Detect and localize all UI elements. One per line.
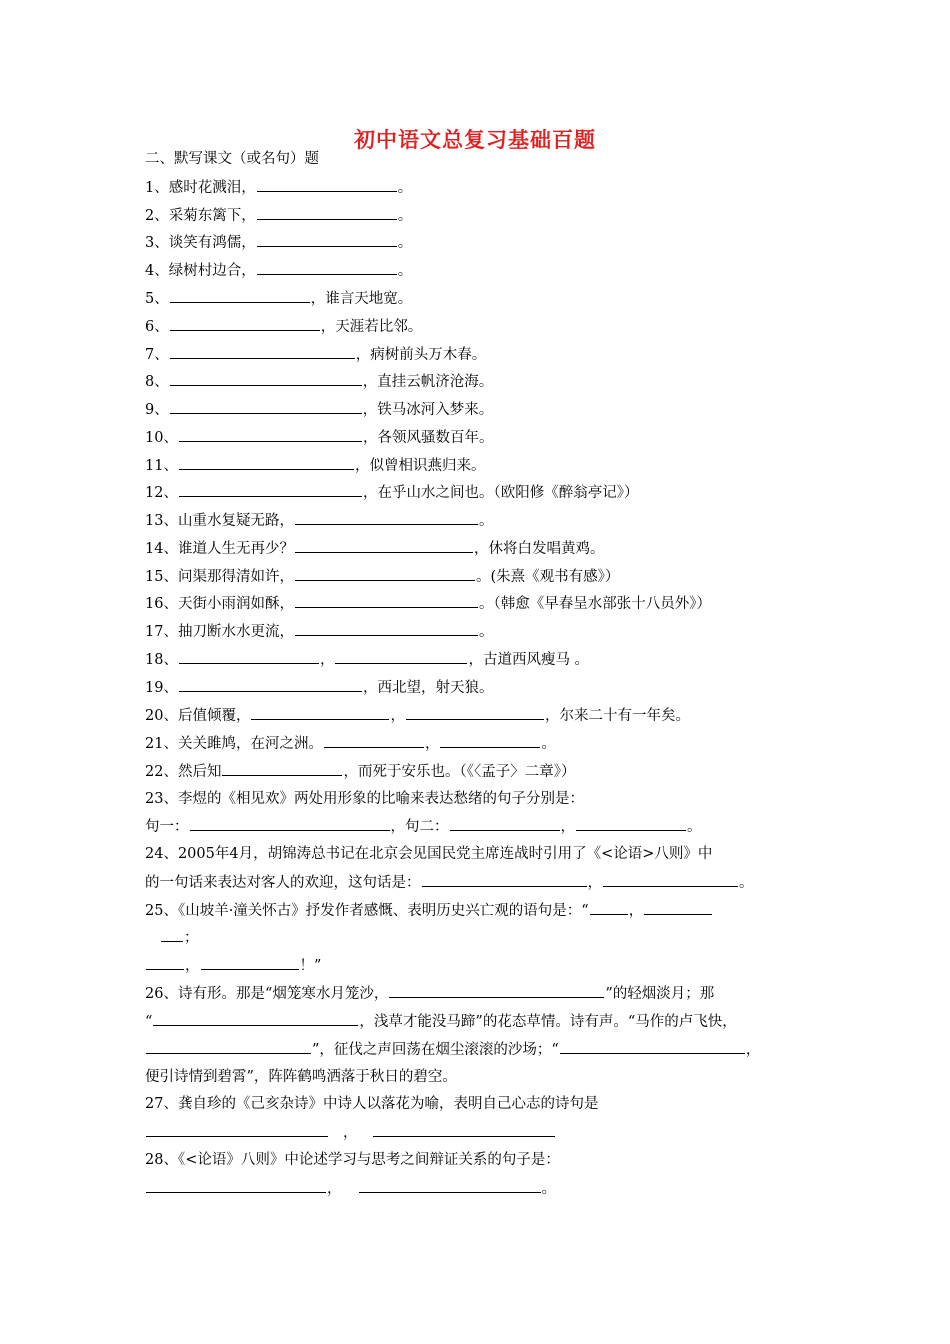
question-28: 28、《<论语》八则》中论述学习与思考之间辩证关系的句子是： xyxy=(145,1152,560,1168)
question-19: 19、 ，西北望，射天狼。 xyxy=(145,677,493,698)
answer-blank[interactable] xyxy=(179,427,362,442)
answer-blank[interactable] xyxy=(324,733,424,748)
answer-blank[interactable] xyxy=(153,1011,358,1026)
question-6: 6、 ，天涯若比邻。 xyxy=(145,316,422,337)
answer-blank[interactable] xyxy=(295,566,475,581)
answer-blank[interactable] xyxy=(406,705,544,720)
question-26: 26、诗有形。那是“烟笼寒水月笼沙， ”的轻烟淡月；那 xyxy=(145,983,714,1004)
question-4: 4、绿树村边合， 。 xyxy=(145,260,412,281)
question-10: 10、 ，各领风骚数百年。 xyxy=(145,427,493,448)
question-26-line4: 便引诗情到碧霄”，阵阵鹤鸣洒落于秋日的碧空。 xyxy=(145,1069,457,1085)
answer-blank[interactable] xyxy=(560,1039,745,1054)
answer-blank[interactable] xyxy=(179,649,319,664)
question-18: 18、 ， ，古道西风瘦马 。 xyxy=(145,649,589,670)
question-15: 15、问渠那得清如许， 。(朱熹《观书有感》） xyxy=(145,566,619,587)
answer-blank[interactable] xyxy=(170,316,320,331)
question-24-answer: 的一句话来表达对客人的欢迎，这句话是： ， 。 xyxy=(145,872,754,893)
question-25-end: ， ！” xyxy=(145,955,321,976)
section-heading: 二、默写课文（或名句）题 xyxy=(145,151,319,167)
question-3: 3、谈笑有鸿儒， 。 xyxy=(145,232,412,253)
question-14: 14、谁道人生无再少？ ，休将白发唱黄鸡。 xyxy=(145,538,604,559)
question-16: 16、天街小雨润如酥， 。（韩愈《早春呈水部张十八员外》） xyxy=(145,593,711,614)
answer-blank[interactable] xyxy=(146,1178,326,1193)
question-11: 11、 ，似曾相识燕归来。 xyxy=(145,455,485,476)
question-26-line3: ”，征伐之声回荡在烟尘滚滚的沙场；“ ， xyxy=(145,1039,760,1060)
question-23: 23、李煜的《相见欢》两处用形象的比喻来表达愁绪的句子分别是： xyxy=(145,791,584,807)
question-27-answer: ， xyxy=(145,1122,556,1143)
answer-blank[interactable] xyxy=(257,260,397,275)
question-8: 8、 ，直挂云帆济沧海。 xyxy=(145,371,493,392)
answer-blank[interactable] xyxy=(146,1122,328,1137)
answer-blank[interactable] xyxy=(295,538,473,553)
question-22: 22、然后知 ，而死于安乐也。（《〈孟子〉二章》） xyxy=(145,761,575,782)
question-20: 20、后值倾覆， ， ，尔来二十有一年矣。 xyxy=(145,705,690,726)
answer-blank[interactable] xyxy=(146,1039,311,1054)
answer-blank[interactable] xyxy=(603,872,738,887)
answer-blank[interactable] xyxy=(644,900,712,915)
answer-blank[interactable] xyxy=(146,955,184,970)
answer-blank[interactable] xyxy=(422,872,587,887)
answer-blank[interactable] xyxy=(257,205,397,220)
answer-blank[interactable] xyxy=(295,510,478,525)
question-25-cont: ； xyxy=(160,927,199,948)
answer-blank[interactable] xyxy=(450,816,560,831)
answer-blank[interactable] xyxy=(179,482,362,497)
question-25: 25、《山坡羊·潼关怀古》抒发作者感慨、表明历史兴亡观的语句是：“ ， xyxy=(145,900,713,921)
answer-blank[interactable] xyxy=(359,1178,541,1193)
question-12: 12、 ，在乎山水之间也。（欧阳修《醉翁亭记》） xyxy=(145,482,638,503)
question-7: 7、 ，病树前头万木春。 xyxy=(145,344,486,365)
question-26-line2: “ ，浅草才能没马蹄”的花态草情。诗有声。“马作的卢飞快， xyxy=(145,1011,737,1032)
question-5: 5、 ，谁言天地宽。 xyxy=(145,288,412,309)
question-9: 9、 ，铁马冰河入梦来。 xyxy=(145,399,493,420)
question-28-answer: ， 。 xyxy=(145,1178,556,1199)
answer-blank[interactable] xyxy=(170,344,355,359)
answer-blank[interactable] xyxy=(190,816,390,831)
answer-blank[interactable] xyxy=(251,705,389,720)
answer-blank[interactable] xyxy=(161,927,183,942)
answer-blank[interactable] xyxy=(170,399,362,414)
answer-blank[interactable] xyxy=(179,677,362,692)
answer-blank[interactable] xyxy=(179,455,354,470)
answer-blank[interactable] xyxy=(576,816,686,831)
question-21: 21、关关雎鸠，在河之洲。 ， 。 xyxy=(145,733,556,754)
question-23-answers: 句一： ，句二： ， 。 xyxy=(145,816,702,837)
answer-blank[interactable] xyxy=(389,983,604,998)
question-17: 17、抽刀断水水更流， 。 xyxy=(145,621,493,642)
answer-blank[interactable] xyxy=(590,900,628,915)
answer-blank[interactable] xyxy=(295,621,478,636)
question-24: 24、2005年4月，胡锦涛总书记在北京会见国民党主席连战时引用了《<论语>八则》中 xyxy=(145,846,713,862)
question-2: 2、采菊东篱下， 。 xyxy=(145,205,412,226)
question-1: 1、感时花溅泪， 。 xyxy=(145,177,412,198)
page-title: 初中语文总复习基础百题 xyxy=(354,127,596,152)
question-27: 27、龚自珍的《己亥杂诗》中诗人以落花为喻，表明自己心志的诗句是 xyxy=(145,1096,599,1112)
answer-blank[interactable] xyxy=(257,232,397,247)
answer-blank[interactable] xyxy=(295,593,478,608)
answer-blank[interactable] xyxy=(201,955,299,970)
answer-blank[interactable] xyxy=(257,177,397,192)
question-13: 13、山重水复疑无路， 。 xyxy=(145,510,493,531)
answer-blank[interactable] xyxy=(335,649,467,664)
answer-blank[interactable] xyxy=(440,733,540,748)
answer-blank[interactable] xyxy=(373,1122,555,1137)
answer-blank[interactable] xyxy=(170,288,310,303)
answer-blank[interactable] xyxy=(222,761,342,776)
answer-blank[interactable] xyxy=(170,371,362,386)
